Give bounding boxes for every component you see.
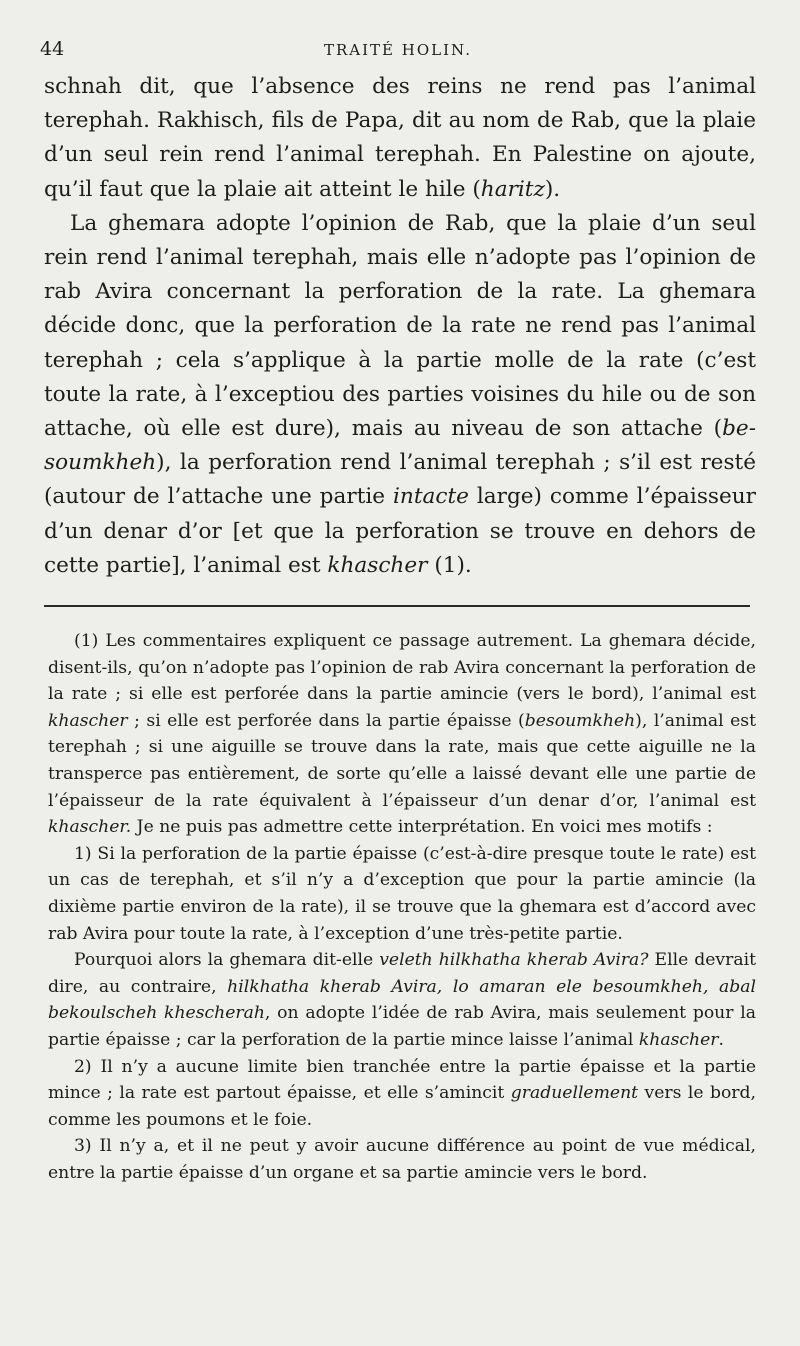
italic-term: veleth hilkhatha kherab Avira? <box>379 950 649 971</box>
italic-term: khascher <box>638 1029 719 1050</box>
text-run: Pourquoi alors la ghemara dit-elle <box>74 950 380 971</box>
text-run: ), la perforation rend l’animal terephah ; s’il est resté (autour de l’attache une partie <box>44 450 756 510</box>
text-run: vers le bord, comme les poumons et le foie. <box>48 1083 756 1130</box>
footnote-paragraph <box>48 1133 756 1186</box>
italic-term: khascher <box>327 552 428 578</box>
main-paragraph <box>44 70 756 207</box>
text-run: ), l’animal est terephah ; si une aiguille se trouve dans la rate, mais que cette aiguille ne la transperce pas entièrement, de sorte qu’elle a laissé devant elle une partie de l’épaisseur de la rate équivalent à l’épaisseur d’un denar d’or, l’animal est <box>48 710 757 811</box>
text-run: Je ne puis pas admettre cette interprétation. En voici mes motifs : <box>131 817 713 838</box>
italic-term: be-soumkheh <box>44 416 756 476</box>
text-run: (1) Les commentaires expliquent ce passage autrement. La ghemara décide, disent-ils, qu’on n’adopte pas l’opinion de rab Avira concernant la perforation de la rate ; si elle est perforée dans la partie amincie (vers le bord), l’animal est <box>48 631 756 705</box>
footnote-paragraph <box>48 628 756 841</box>
main-paragraph <box>44 207 756 583</box>
text-run: Elle devrait dire, au contraire, <box>48 950 757 997</box>
main-text <box>44 70 756 583</box>
footnote-paragraph <box>48 841 756 947</box>
italic-term: intacte <box>393 484 469 510</box>
text-run: , on adopte l’idée de rab Avira, mais seulement pour la partie épaisse ; car la perforation de la partie mince laisse l’animal <box>48 1003 756 1050</box>
text-run: . <box>718 1029 724 1050</box>
text-run: (1). <box>427 552 472 578</box>
italic-term: graduellement <box>510 1083 639 1104</box>
footnote-paragraph <box>48 947 756 1053</box>
page-header <box>40 38 756 64</box>
footnote-divider <box>44 605 750 607</box>
italic-term: hilkhatha kherab Avira, lo amaran ele besoumkheh, abal bekoulscheh khescherah <box>48 976 756 1024</box>
italic-term: besoumkheh <box>524 710 636 731</box>
page-number: 44 <box>40 38 65 60</box>
text-run: 2) Il n’y a aucune limite bien tranchée entre la partie épaisse et la partie mince ; la rate est partout épaisse, et elle s’amincit <box>48 1056 756 1104</box>
footnote-paragraph <box>48 1054 756 1134</box>
text-run: ; si elle est perforée dans la partie épaisse ( <box>127 710 525 731</box>
text-run: La ghemara adopte l’opinion de Rab, que la plaie d’un seul rein rend l’animal terephah, mais elle n’adopte pas l’opinion de rab Avira concernant la perforation de la rate. La ghemara décide donc, que la perforation de la rate ne rend pas l’animal terephah ; cela s’applique à la partie molle de la rate (c’est toute la rate, à l’exceptiou des parties voisines du hile ou de son attache, où elle est dure), mais au niveau de son attache ( <box>44 210 756 442</box>
text-run: ). <box>544 176 561 202</box>
footnotes <box>48 628 756 1186</box>
italic-term: haritz <box>480 176 545 202</box>
running-title: TRAITÉ HOLIN. <box>324 41 472 59</box>
italic-term: khascher <box>48 710 128 731</box>
text-run: 1) Si la perforation de la partie épaisse (c’est-à-dire presque toute le rate) est un cas de terephah, et s’il n’y a d’exception que pour la partie amincie (la dixième partie environ de la rate), il se trouve que la ghemara est d’accord avec rab Avira pour toute la rate, à l’exception d’une très-petite partie. <box>48 843 756 944</box>
text-run: 3) Il n’y a, et il ne peut y avoir aucune différence au point de vue médical, entre la partie épaisse d’un organe et sa partie amincie vers le bord. <box>48 1136 756 1183</box>
text-run: schnah dit, que l’absence des reins ne rend pas l’animal terephah. Rakhisch, fils de Papa, dit au nom de Rab, que la plaie d’un seul rein rend l’animal terephah. En Palestine on ajoute, qu’il faut que la plaie ait atteint le hile ( <box>44 74 756 202</box>
italic-term: khascher. <box>48 817 132 838</box>
text-run: large) comme l’épaisseur d’un denar d’or [et que la perforation se trouve en dehors de cette partie], l’animal est <box>44 484 756 578</box>
